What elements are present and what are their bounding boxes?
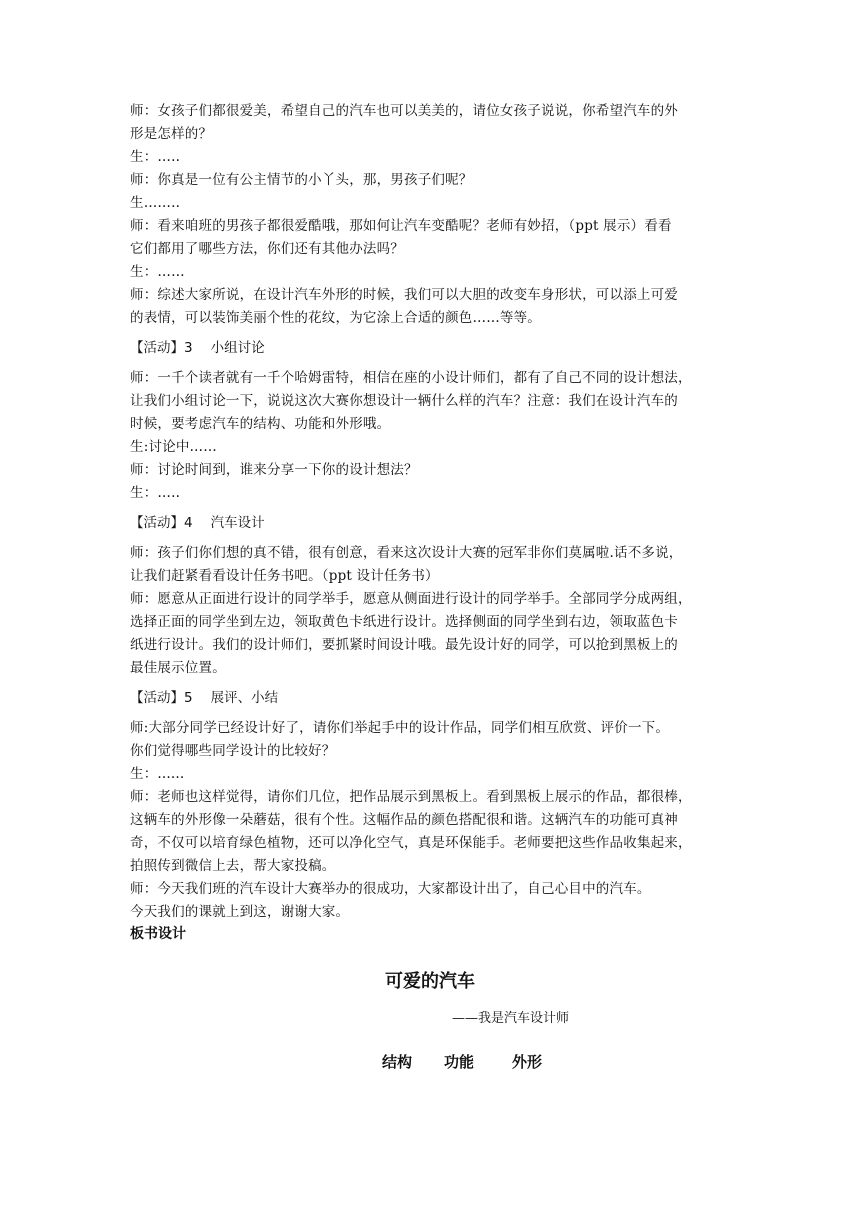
text-line: 师：看来咱班的男孩子都很爱酷哦，那如何让汽车变酷呢？老师有妙招，（ppt 展示）看看 <box>130 218 672 234</box>
text-line: 生：...... <box>130 766 185 782</box>
text-line: 形是怎样的？ <box>130 126 213 142</box>
board-keyword-structure: 结构 <box>382 1053 413 1071</box>
text-line: 拍照传到微信上去，帮大家投稿。 <box>130 858 336 874</box>
text-line: 生：….. <box>130 149 181 165</box>
text-line: 生:讨论中…… <box>130 439 217 455</box>
activity-label: 【活动】5 <box>130 690 193 706</box>
text-line: 纸进行设计。我们的设计师们，要抓紧时间设计哦。最先设计好的同学，可以抢到黑板上的 <box>130 637 678 653</box>
text-line: 师：你真是一位有公主情节的小丫头，那，男孩子们呢？ <box>130 172 473 188</box>
board-keywords <box>382 1051 542 1073</box>
board-subtitle: ——我是汽车设计师 <box>452 1011 570 1026</box>
text-line: 师：一千个读者就有一千个哈姆雷特，相信在座的小设计师们，都有了自己不同的设计想法， <box>130 370 692 386</box>
text-line: 奇，不仅可以培育绿色植物，还可以净化空气，真是环保能手。老师要把这些作品收集起来， <box>130 835 692 851</box>
activity-5-heading <box>130 687 734 710</box>
text-line: 的表情，可以装饰美丽个性的花纹，为它涂上合适的颜色……等等。 <box>130 310 541 326</box>
text-line: 师：今天我们班的汽车设计大赛举办的很成功，大家都设计出了，自己心目中的汽车。 <box>130 881 651 897</box>
section-dialogue-appearance <box>130 100 734 330</box>
board-keyword-function: 功能 <box>444 1053 475 1071</box>
board-keyword-appearance: 外形 <box>512 1053 543 1071</box>
activity-title: 展评、小结 <box>210 690 279 706</box>
activity-3-heading <box>130 337 734 360</box>
text-line: 最佳展示位置。 <box>130 660 226 676</box>
activity-label: 【活动】4 <box>130 515 193 531</box>
text-line: 时候，要考虑汽车的结构、功能和外形哦。 <box>130 416 391 432</box>
text-line: 师：女孩子们都很爱美，希望自己的汽车也可以美美的，请位女孩子说说，你希望汽车的外 <box>130 103 678 119</box>
text-line: 师：愿意从正面进行设计的同学举手，愿意从侧面进行设计的同学举手。全部同学分成两组， <box>130 591 692 607</box>
activity-3-body <box>130 367 734 505</box>
text-line: 让我们小组讨论一下，说说这次大赛你想设计一辆什么样的汽车？注意：我们在设计汽车的 <box>130 393 678 409</box>
activity-label: 【活动】3 <box>130 340 193 356</box>
text-line: 今天我们的课就上到这，谢谢大家。 <box>130 904 350 920</box>
text-line: 让我们赶紧看看设计任务书吧。（ppt 设计任务书） <box>130 568 439 584</box>
text-line: 师：讨论时间到，谁来分享一下你的设计想法？ <box>130 462 418 478</box>
text-line: 生：….. <box>130 485 181 501</box>
text-line: 你们觉得哪些同学设计的比较好？ <box>130 743 336 759</box>
activity-title: 小组讨论 <box>210 340 265 356</box>
activity-4-body <box>130 542 734 680</box>
activity-title: 汽车设计 <box>210 515 265 531</box>
lesson-text <box>130 100 734 944</box>
text-line: 师：老师也这样觉得，请你们几位，把作品展示到黑板上。看到黑板上展示的作品，都很棒， <box>130 789 692 805</box>
text-line: 生…….. <box>130 195 181 211</box>
text-line: 师：孩子们你们想的真不错，很有创意，看来这次设计大赛的冠军非你们莫属啦.话不多说， <box>130 545 683 561</box>
activity-5-body <box>130 717 734 924</box>
text-line: 它们都用了哪些方法，你们还有其他办法吗？ <box>130 241 404 257</box>
board-title: 可爱的汽车 <box>385 971 475 992</box>
text-line: 选择正面的同学坐到左边，领取黄色卡纸进行设计。选择侧面的同学坐到右边，领取蓝色卡 <box>130 614 678 630</box>
text-line: 这辆车的外形像一朵蘑菇，很有个性。这幅作品的颜色搭配很和谐。这辆汽车的功能可真神 <box>130 812 678 828</box>
text-line: 师：综述大家所说，在设计汽车外形的时候，我们可以大胆的改变车身形状，可以添上可爱 <box>130 287 678 303</box>
board-design-heading: 板书设计 <box>130 926 186 942</box>
text-line: 师:大部分同学已经设计好了，请你们举起手中的设计作品，同学们相互欣赏、评价一下。 <box>130 720 670 736</box>
activity-4-heading <box>130 512 734 535</box>
text-line: 生：…… <box>130 264 185 280</box>
